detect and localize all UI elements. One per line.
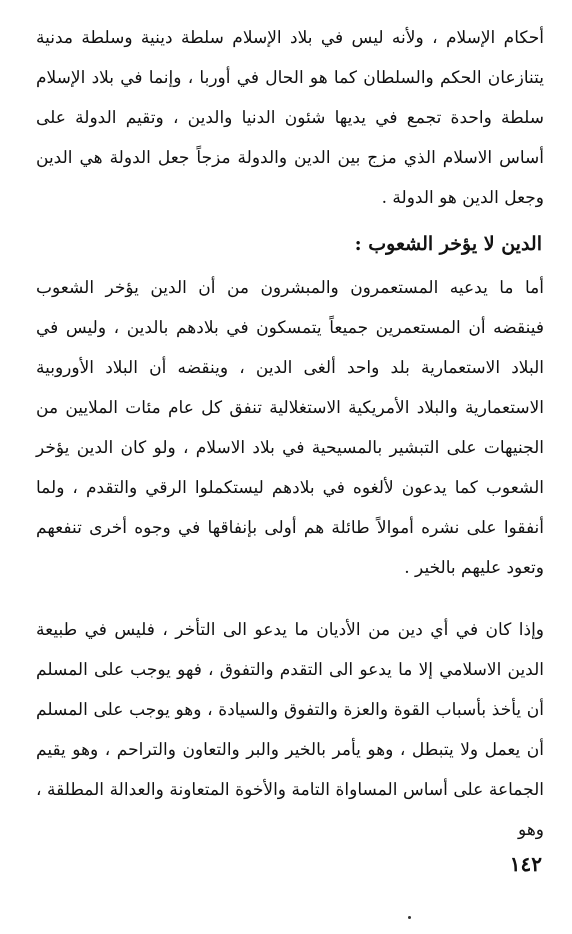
scan-speck [408, 916, 411, 919]
page-number: ١٤٢ [509, 852, 542, 876]
paragraph-islam-progress: وإذا كان في أي دين من الأديان ما يدعو الى التأخر ، فليس في طبيعة الدين الاسلامي إلا ما يدعو الى التقدم والتفوق ، فهو يوجب على المسلم أن يأخذ بأسباب القوة والعزة والتفوق والسيادة ، وهو يوجب على المسلم أن يعمل ولا يتبطل ، وهو يأمر بالخير والبر والتعاون والتراحم ، وهو يقيم الجماعة على أساس المساواة التامة والأخوة المتعاونة والعدالة المطلقة ، وهو [36, 620, 544, 840]
section-heading: الدين لا يؤخر الشعوب : [354, 233, 542, 255]
paragraph-islamic-state: أحكام الإسلام ، ولأنه ليس في بلاد الإسلام سلطة دينية وسلطة مدنية يتنازعان الحكم والسلطان كما هو الحال في أوربا ، وإنما في بلاد الإسلام سلطة واحدة تجمع في يديها شئون الدنيا والدين ، وتقيم الدولة على أساس الاسلام الذي مزج بين الدين والدولة مزجاً جعل الدولة هي الدين وجعل الدين هو الدولة . [36, 28, 544, 208]
paragraph-colonizers-claim: أما ما يدعيه المستعمرون والمبشرون من أن الدين يؤخر الشعوب فينقضه أن المستعمرين جميعاً يتمسكون في بلادهم بالدين ، وليس في البلاد الاستعمارية بلد واحد ألغى الدين ، وينقضه أن البلاد الأوروبية الاستعمارية والبلاد الأمريكية الاستغلالية تنفق كل عام مئات الملايين من الجنيهات على التبشير بالمسيحية في بلاد الاسلام ، ولو كان الدين يؤخر الشعوب كما يدعون لألغوه في بلادهم ليستكملوا الرقي والتقدم ، ولما أنفقوا على نشره أموالاً طائلة هم أولى بإنفاقها في وجوه أخرى تنفعهم وتعود عليهم بالخير . [36, 278, 544, 578]
